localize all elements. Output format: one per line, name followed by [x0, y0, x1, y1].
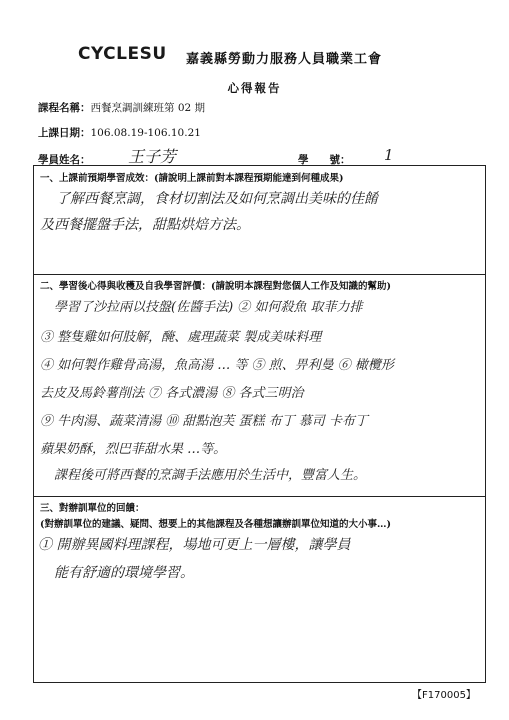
section2-line: 去皮及馬鈴薯削法 ⑦ 各式濃湯 ⑧ 各式三明治 — [40, 386, 304, 401]
section1-heading: 一、上課前預期學習成效：(請說明上課前對本課程預期能達到何種成果) — [40, 173, 344, 184]
org-name: 嘉義縣勞動力服務人員職業工會 — [186, 52, 383, 67]
course-value: 西餐烹調訓練班第 02 期 — [90, 102, 206, 114]
section2-line: ④ 如何製作雞骨高湯，魚高湯 … 等 ⑤ 煎、畀利曼 ⑥ 橄欖形 — [40, 358, 394, 373]
report-form — [33, 165, 486, 683]
section2-line: ⑨ 牛肉湯、蔬菜清湯 ⑩ 甜點泡芙 蛋糕 布丁 慕司 卡布丁 — [40, 414, 368, 429]
org-logo: CYCLESU — [78, 44, 167, 64]
section2-line: 學習了沙拉兩以技盤(佐醬手法) ② 如何殺魚 取菲力排 — [54, 300, 363, 315]
section-divider — [34, 274, 485, 275]
date-row — [38, 125, 201, 140]
student-id-value: 1 — [384, 146, 394, 164]
date-value: 106.08.19-106.10.21 — [90, 127, 201, 139]
section1-line: 及西餐擺盤手法，甜點烘焙方法。 — [40, 217, 250, 233]
course-row — [38, 100, 205, 115]
section3-subheading: (對辦訓單位的建議、疑問、想要上的其他課程及各種想讓辦訓單位知道的大小事…) — [40, 519, 391, 530]
section3-line: 能有舒適的環境學習。 — [54, 565, 194, 581]
student-id-label: 學 號： — [298, 154, 351, 166]
student-name-label: 學員姓名： — [38, 154, 91, 166]
section2-heading: 二、學習後心得與收穫及自我學習評價：(請說明本課程對您個人工作及知識的幫助) — [40, 281, 391, 292]
section3-line: ① 開辦異國料理課程，場地可更上一層樓，讓學員 — [38, 537, 351, 553]
section2-line: ③ 整隻雞如何肢解，醃、處理蔬菜 製成美味料理 — [40, 330, 322, 345]
form-code: 【F170005】 — [412, 690, 476, 701]
student-name-value: 王子芳 — [128, 147, 177, 166]
section2-line: 課程後可將西餐的烹調手法應用於生活中，豐富人生。 — [54, 468, 367, 483]
section3-heading: 三、對辦訓單位的回饋： — [40, 503, 145, 514]
date-label: 上課日期： — [38, 127, 91, 139]
section2-line: 蘋果奶酥，烈巴菲甜水果 …等。 — [40, 442, 227, 457]
section1-line: 了解西餐烹調，食材切割法及如何烹調出美味的佳餚 — [56, 191, 378, 207]
section-divider — [34, 496, 485, 497]
course-label: 課程名稱： — [38, 102, 91, 114]
document-title: 心得報告 — [227, 81, 282, 95]
